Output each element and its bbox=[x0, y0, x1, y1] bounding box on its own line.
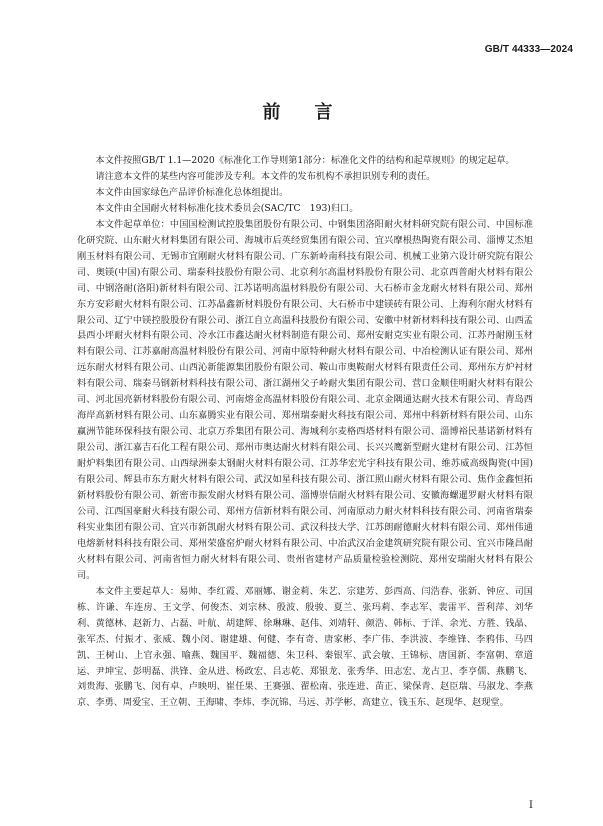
foreword-body bbox=[77, 153, 533, 711]
paragraph-under-jurisdiction: 本文件由全国耐火材料标准化技术委员会(SAC/TC 193)归口。 bbox=[95, 202, 359, 214]
page-title: 前 言 bbox=[262, 102, 341, 123]
standard-number: GB/T 44333—2024 bbox=[484, 44, 573, 55]
paragraph-proposed-by: 本文件由国家绿色产品评价标准化总体组提出。 bbox=[95, 186, 289, 198]
paragraph-drafting-organizations: 本文件起草单位：中国国检测试控股集团股份有限公司、中钢集团洛阳耐火材料研究院有限公司、中国标准化研究院、山东耐火材料集团有限公司、海城市后英经贸集团有限公司、宜兴摩根热陶瓷有限公司、淄博艾杰旭刚玉材料有限公司、无锡市宜刚耐火材料有限公司、广东新岭南科技有限公司、机械工业第六设计研究院有限公司、奥镁(中国)有限公司、瑞泰科技股份有限公司、北京利尔高温材料股份有限公司、北京西普耐火材料有限公司、中钢洛耐(洛阳)新材料有限公司、江苏诺明高温材料股份有限公司、大石桥市金龙耐火材料有限公司、郑州东方安彩耐火材料有限公司、江苏晶鑫新材料股份有限公司、大石桥市中建镁砖有限公司、上海利尔耐火材料有限公司、辽宁中镁控股股份有限公司、浙江自立高温科技股份有限公司、安徽中材新材料科技有限公司、山西孟县西小坪耐火材料有限公司、冷水江市鑫达耐火材料制造有限公司、郑州安耐克实业有限公司、江苏丹耐刚玉材料有限公司、江苏嘉耐高温材料股份有限公司、河南中原特种耐火材料有限公司、中冶检测认证有限公司、郑州远东耐火材料有限公司、山西沁新能源集团股份有限公司、鞍山市奥鞍耐火材料有限责任公司、郑州东方炉衬材料有限公司、瑞泰马钢新材料科技有限公司、浙江湖州父子岭耐火集团有限公司、营口金顺佳明耐火材料有限公司、河北国亮新材料股份有限公司、河南熔金高温材料股份有限公司、北京金隅通达耐火技术有限公司、青岛西海岸高新材料有限公司、山东嘉腾实业有限公司、郑州瑞泰耐火科技有限公司、郑州中科新材料有限公司、山东赢洲节能环保科技有限公司、北京万乔集团有限公司、海城利尔麦格西塔材料有限公司、淄博裕民基诺新材料有限公司、浙江嘉吉石化工程有限公司、郑州市奥达耐火材料有限公司、长兴兴鹰新型耐火建材有限公司、江苏恒耐炉料集团有限公司、山西绿洲泰太钢耐火材料有限公司、江苏华宏光宇科技有限公司、维苏威高级陶瓷(中国)有限公司、辉县市东方耐火材料有限公司、武汉如星科技有限公司、浙江照山耐火材料有限公司、焦作金鑫恒拓新材料股份有限公司、新密市振发耐火材料有限公司、淄博崇信耐火材料有限公司、安徽海螺暹罗耐火材料有限公司、江西国豪耐火科技有限公司、郑州方信新材料有限公司、河南原动力耐火材料科技有限公司、河南省瑞泰科实业集团有限公司、宜兴市新凯耐火材料有限公司、武汉科技大学、江苏朗耐德耐火材料有限公司、郑州伟通电熔新材料科技有限公司、郑州荣盛窑炉耐火材料有限公司、中冶武汉冶金建筑研究院有限公司、宜兴市隆昌耐火材料有限公司、河南省恒力耐火材料有限公司、贵州省建材产品质量检验检测院、郑州安瑞耐火材料有限公司。 bbox=[77, 218, 533, 581]
paragraph-patent-notice: 请注意本文件的某些内容可能涉及专利。本文件的发布机构不承担识别专利的责任。 bbox=[95, 170, 436, 182]
page-number: I bbox=[529, 800, 533, 811]
paragraph-main-drafters: 本文件主要起草人：易帅、李红霞、邓丽娜、谢金莉、朱艺、宗建芳、彭西高、闫浩春、张新、钟应、司国栋、许谦、车连房、王文学、何俊杰、刘宗林、殷波、殷骏、夏兰、张玛莉、李志军、裴雷平、晋利萍、刘华利、黄德林、赵新力、占磊、叶航、胡建辉、徐琳琳、赵伟、刘靖轩、颜浩、韩标、于洋、余光、方胜、钱晶、张军杰、付振才、张威、魏小闵、谢建雄、何健、李有奇、唐家彬、李广伟、李洪波、李维锋、李鸦伟、马四凯、王树山、上官永强、喻燕、魏国平、魏福德、朱卫科、秦银军、武会敏、王锦标、唐国新、李富朝、章道运、尹坤宝、彭明磊、洪锋、金从进、杨政宏、吕志乾、郑银龙、张秀华、田志宏、龙占卫、李亨儒、燕鹏飞、刘贵海、张鹏飞、闵有卓、卢映明、崔任果、王赛强、翟松南、张连进、苗正、梁保青、赵臣瑞、马淑龙、李燕京、李勇、周爱宝、王立朝、王海啸、李炜、李沉锦、马远、苏学彬、高建立、钱玉东、赵现华、赵现堂。 bbox=[77, 585, 533, 709]
paragraph-drafting-rules: 本文件按照GB/T 1.1—2020《标准化工作导则第1部分：标准化文件的结构和起草规则》的规定起草。 bbox=[95, 155, 515, 166]
